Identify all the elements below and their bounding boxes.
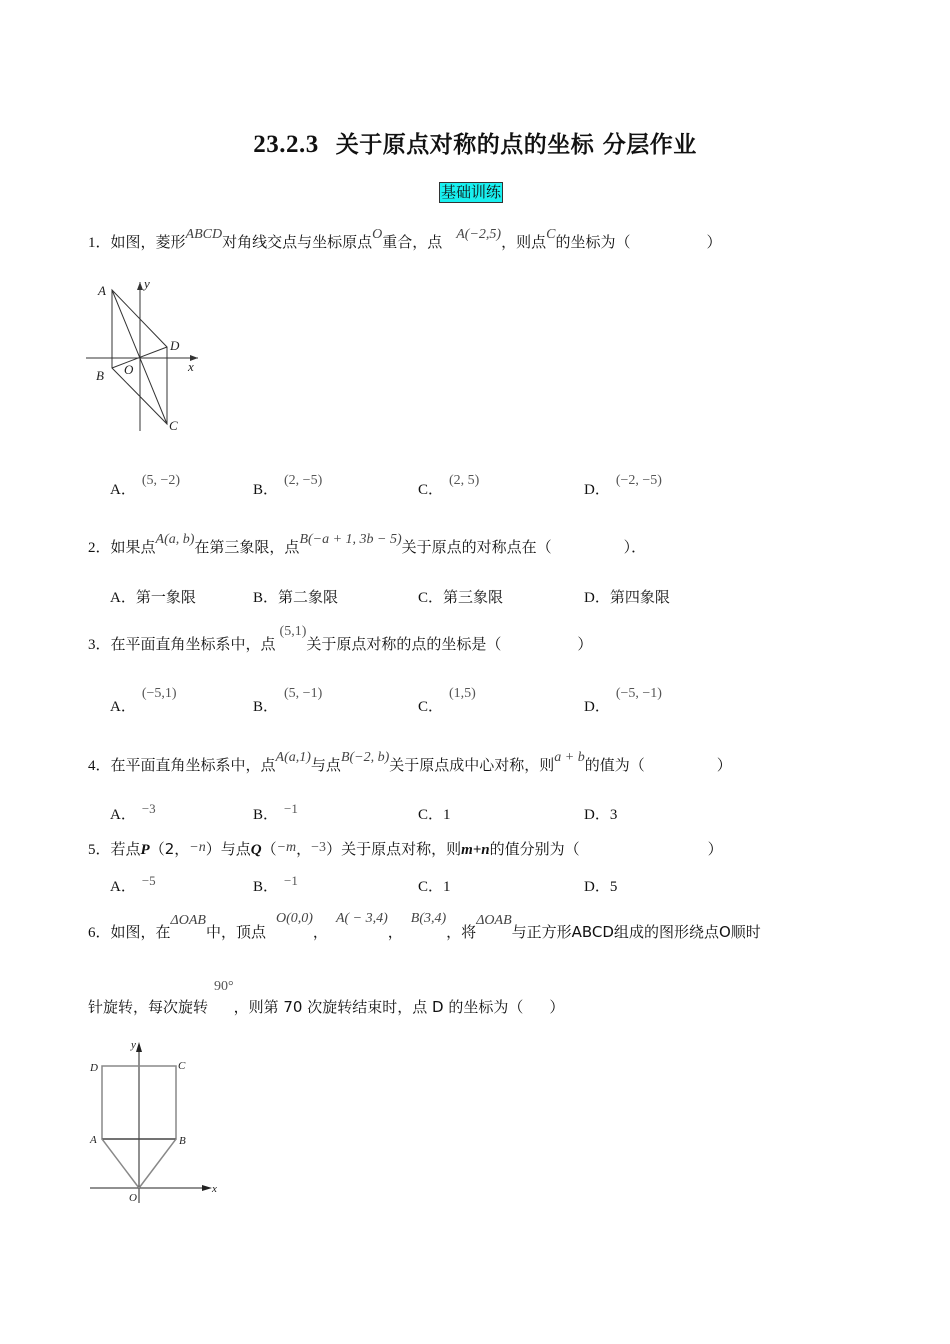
- question-2-stem: 2．如果点A(a, b)在第三象限，点B(−a + 1, 3b − 5)关于原点的对称点在（ ）．: [88, 532, 647, 556]
- q1-option-a[interactable]: A．(5, −2): [110, 473, 181, 498]
- svg-text:C: C: [178, 1060, 186, 1072]
- q5-option-d[interactable]: D．5: [584, 879, 618, 895]
- q1-option-b[interactable]: B．(2, −5): [253, 473, 323, 498]
- q2-option-c[interactable]: C．第三象限: [418, 588, 504, 606]
- question-1-stem: 1．如图，菱形ABCD对角线交点与坐标原点O重合，点 A(−2,5)，则点C的坐标为（ ）: [88, 227, 722, 251]
- q2-option-d[interactable]: D．第四象限: [584, 588, 670, 606]
- svg-text:y: y: [144, 276, 150, 291]
- svg-text:B: B: [96, 368, 104, 383]
- question-4-stem: 4．在平面直角坐标系中，点A(a,1)与点B(−2, b)关于原点成中心对称，则a + b的值为（ ）: [88, 750, 732, 774]
- section-badge: 基础训练: [441, 183, 502, 201]
- q2-option-a[interactable]: A．第一象限: [110, 588, 196, 606]
- q1-option-d[interactable]: D．(−2, −5): [584, 473, 662, 498]
- q4-option-a[interactable]: A． −3: [110, 801, 156, 823]
- q4-option-c[interactable]: C．1: [418, 807, 451, 823]
- svg-text:A: A: [98, 283, 106, 298]
- question-5-stem: 5．若点P（2，−n）与点Q（−m，−3）关于原点对称，则m+n的值分别为（ ）: [88, 840, 723, 858]
- q3-option-a[interactable]: A．(−5,1): [110, 686, 177, 715]
- svg-text:B: B: [179, 1135, 186, 1147]
- svg-text:x: x: [188, 359, 194, 374]
- rhombus-figure: [84, 276, 204, 436]
- svg-text:A: A: [90, 1134, 97, 1146]
- question-6-stem: 6．如图，在ΔOAB中，顶点O(0,0)，A( − 3,4)，B(3,4)，将ΔOAB与正方形ABCD组成的图形绕点O顺时: [88, 911, 761, 941]
- question-6-stem-line2: 针旋转，每次旋转90°，则第 70 次旋转结束时，点 D 的坐标为（ ）: [88, 979, 565, 1016]
- svg-text:x: x: [212, 1183, 217, 1195]
- q3-option-d[interactable]: D．(−5, −1): [584, 686, 662, 715]
- svg-text:y: y: [131, 1039, 136, 1051]
- svg-text:D: D: [90, 1062, 98, 1074]
- q3-option-b[interactable]: B．(5, −1): [253, 686, 323, 715]
- q4-option-b[interactable]: B． −1: [253, 801, 298, 823]
- svg-text:O: O: [129, 1192, 137, 1204]
- q5-option-b[interactable]: B． −1: [253, 873, 298, 895]
- svg-text:O: O: [124, 362, 134, 377]
- page-title: 23.2.3 关于原点对称的点的坐标 分层作业: [253, 131, 697, 158]
- svg-text:C: C: [169, 418, 178, 433]
- q5-option-a[interactable]: A． −5: [110, 873, 156, 895]
- square-triangle-figure: [86, 1038, 226, 1210]
- q2-option-b[interactable]: B．第二象限: [253, 588, 339, 606]
- svg-text:D: D: [170, 338, 180, 353]
- question-3-stem: 3．在平面直角坐标系中，点(5,1)关于原点对称的点的坐标是（ ）: [88, 624, 593, 653]
- q1-option-c[interactable]: C．(2, 5): [418, 473, 480, 498]
- q5-option-c[interactable]: C．1: [418, 879, 451, 895]
- q4-option-d[interactable]: D．3: [584, 807, 618, 823]
- q3-option-c[interactable]: C．(1,5): [418, 686, 476, 715]
